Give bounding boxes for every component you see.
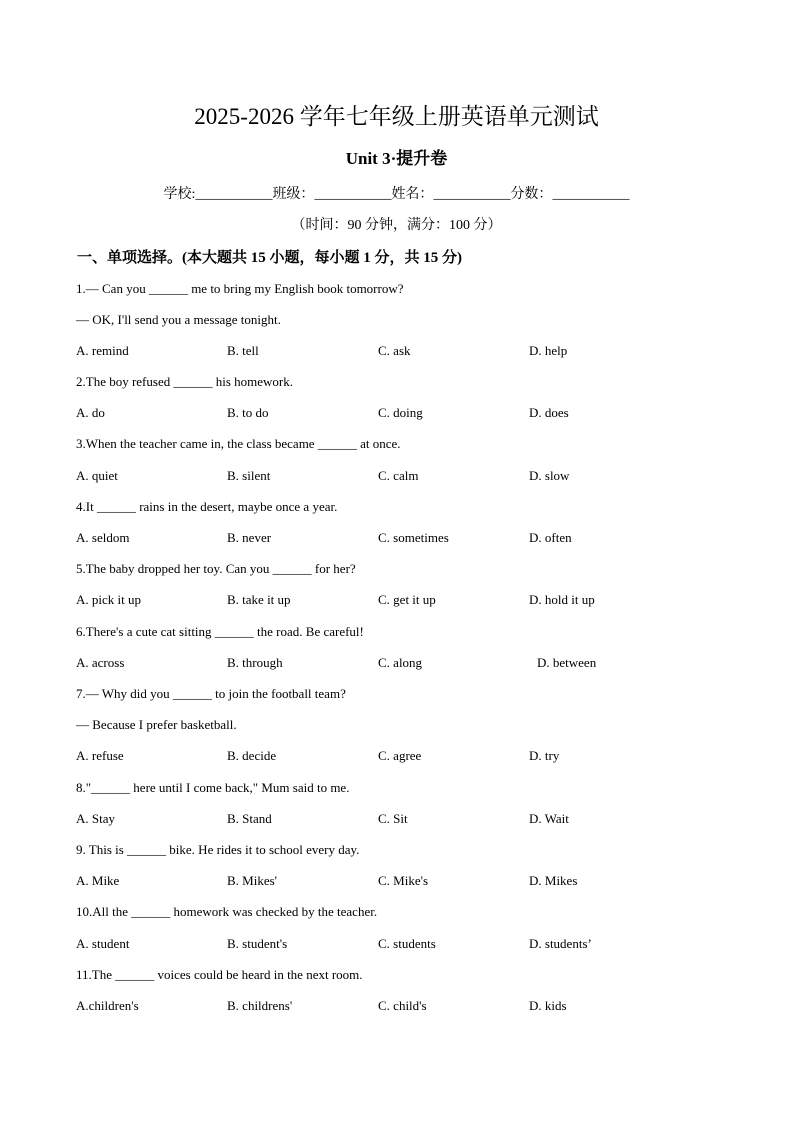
question-2-option-d: D. does	[529, 405, 569, 420]
question-7-option-b: B. decide	[227, 748, 277, 763]
question-11-option-b: B. childrens'	[227, 998, 293, 1013]
question-4-option-b: B. never	[227, 530, 272, 545]
question-1-stem: 1.— Can you ______ me to bring my English book tomorrow?	[76, 281, 404, 296]
question-3-stem: 3.When the teacher came in, the class became ______ at once.	[76, 436, 401, 451]
question-3-option-b: B. silent	[227, 468, 271, 483]
question-3-option-a: A. quiet	[76, 468, 118, 483]
question-6-option-c: C. along	[378, 655, 423, 670]
question-3-option-d: D. slow	[529, 468, 570, 483]
question-7-reply: — Because I prefer basketball.	[76, 717, 237, 732]
question-10-option-c: C. students	[378, 936, 436, 951]
student-info-line	[0, 184, 793, 206]
school-label: 学校:	[163, 187, 196, 202]
question-9-option-c: C. Mike's	[378, 873, 429, 888]
time-note: （时间：90 分钟，满分：100 分）	[291, 218, 502, 233]
question-8-option-a: A. Stay	[76, 811, 115, 826]
class-blank: ___________	[314, 187, 392, 202]
question-1-reply: — OK, I'll send you a message tonight.	[76, 312, 281, 327]
question-1-option-c: C. ask	[378, 343, 411, 358]
question-10-option-b: B. student's	[227, 936, 288, 951]
question-7-option-d: D. try	[529, 748, 560, 763]
question-5-stem: 5.The baby dropped her toy. Can you ______ for her?	[76, 561, 356, 576]
question-11-option-d: D. kids	[529, 998, 567, 1013]
question-6-stem: 6.There's a cute cat sitting ______ the road. Be careful!	[76, 624, 364, 639]
name-blank: ___________	[433, 187, 511, 202]
question-1-option-d: D. help	[529, 343, 568, 358]
question-3-option-c: C. calm	[378, 468, 419, 483]
question-2-option-c: C. doing	[378, 405, 423, 420]
unit-subtitle: Unit 3·提升卷	[345, 149, 448, 168]
exam-title: 2025-2026 学年七年级上册英语单元测试	[194, 104, 599, 129]
question-5-option-a: A. pick it up	[76, 592, 141, 607]
question-11-option-c: C. child's	[378, 998, 427, 1013]
question-6-option-d: D. between	[537, 655, 597, 670]
class-label: 班级：	[272, 187, 315, 202]
question-11-stem: 11.The ______ voices could be heard in the next room.	[76, 967, 363, 982]
question-11-option-a: A.children's	[76, 998, 139, 1013]
question-10-option-d: D. students’	[529, 936, 592, 951]
question-5-option-d: D. hold it up	[529, 592, 595, 607]
question-2-option-b: B. to do	[227, 405, 269, 420]
section-title: 一、单项选择。(本大题共 15 小题，每小题 1 分，共 15 分)	[77, 250, 462, 266]
question-1-option-a: A. remind	[76, 343, 129, 358]
question-8-option-d: D. Wait	[529, 811, 569, 826]
question-10-stem: 10.All the ______ homework was checked by the teacher.	[76, 904, 378, 919]
question-4-option-c: C. sometimes	[378, 530, 449, 545]
question-6-option-b: B. through	[227, 655, 283, 670]
question-6-option-a: A. across	[76, 655, 125, 670]
question-7-stem: 7.— Why did you ______ to join the football team?	[76, 686, 346, 701]
question-4-option-a: A. seldom	[76, 530, 130, 545]
question-9-option-a: A. Mike	[76, 873, 120, 888]
question-4-stem: 4.It ______ rains in the desert, maybe once a year.	[76, 499, 338, 514]
question-9-option-b: B. Mikes'	[227, 873, 278, 888]
question-9-stem: 9. This is ______ bike. He rides it to school every day.	[76, 842, 360, 857]
score-label: 分数：	[510, 187, 553, 202]
question-10-option-a: A. student	[76, 936, 130, 951]
question-8-option-c: C. Sit	[378, 811, 408, 826]
name-label: 姓名：	[391, 187, 434, 202]
question-1-option-b: B. tell	[227, 343, 259, 358]
school-blank: ___________	[195, 187, 273, 202]
question-7-option-a: A. refuse	[76, 748, 124, 763]
question-5-option-b: B. take it up	[227, 592, 291, 607]
question-8-option-b: B. Stand	[227, 811, 272, 826]
question-2-option-a: A. do	[76, 405, 105, 420]
question-2-stem: 2.The boy refused ______ his homework.	[76, 374, 293, 389]
question-5-option-c: C. get it up	[378, 592, 436, 607]
question-4-option-d: D. often	[529, 530, 572, 545]
question-8-stem: 8."______ here until I come back," Mum said to me.	[76, 780, 350, 795]
score-blank: ___________	[552, 187, 630, 202]
question-9-option-d: D. Mikes	[529, 873, 578, 888]
question-7-option-c: C. agree	[378, 748, 422, 763]
